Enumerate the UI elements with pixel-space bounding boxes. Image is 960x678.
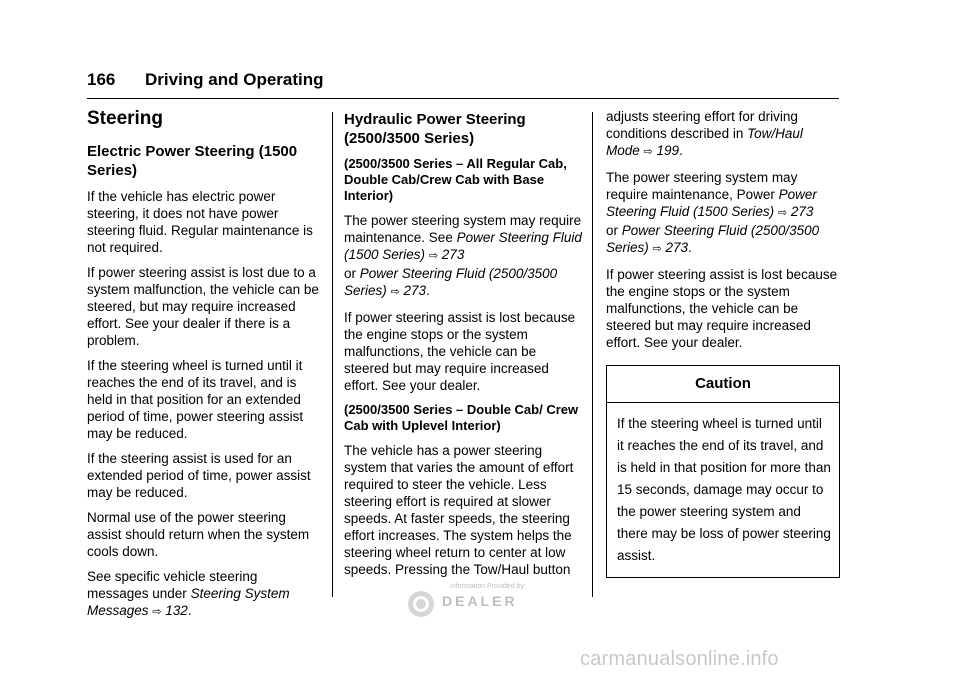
- column-1: [87, 108, 319, 629]
- watermark-brand: DEALER: [442, 593, 518, 609]
- text: .: [187, 603, 192, 618]
- section-heading: Hydraulic Power Steering (2500/3500 Series): [344, 111, 526, 147]
- cross-reference-link[interactable]: Steering System Messages: [87, 586, 290, 618]
- page-reference[interactable]: 132: [165, 603, 188, 618]
- page-reference-arrow-icon: ⇨: [428, 250, 439, 262]
- chapter-heading: Steering: [87, 108, 164, 129]
- paragraph: If the steering assist is used for an extended period of time, power assist may be reduced.: [87, 451, 311, 500]
- text: or: [344, 266, 360, 281]
- page-reference-arrow-icon: ⇨: [652, 243, 662, 255]
- column-2: [344, 108, 582, 586]
- footer-url: carmanualsonline.info: [580, 648, 779, 670]
- page-reference[interactable]: 273: [665, 240, 689, 255]
- dealer-logo-icon: [406, 589, 436, 619]
- watermark-caption: Information Provided by:: [450, 583, 526, 590]
- page-reference-arrow-icon: ⇨: [390, 286, 400, 298]
- column-divider: [592, 112, 593, 597]
- column-3: [606, 108, 840, 578]
- paragraph: If power steering assist is lost because the engine stops or the system malfunctions, the vehicle can be steered but may require increased effort. See your dealer.: [606, 267, 838, 350]
- paragraph: The vehicle has a power steering system that varies the amount of effort required to steer the vehicle. Less steering effort is required at slower speeds. At faster speeds, the steering effort increases. The system helps the steering wheel return to center at low speeds. Pressing the Tow/Haul button: [344, 443, 574, 577]
- page-reference-arrow-icon: ⇨: [152, 606, 162, 618]
- text: The power steering system may require maintenance. See: [344, 213, 582, 245]
- text: adjusts steering effort for driving conditions described in: [606, 109, 798, 141]
- cross-reference-link[interactable]: Power Steering Fluid (1500 Series): [344, 230, 582, 262]
- text: .: [688, 240, 692, 255]
- cross-reference-link[interactable]: Power Steering Fluid (1500 Series): [606, 187, 817, 219]
- paragraph: [87, 568, 319, 621]
- page-reference[interactable]: 273: [790, 204, 814, 219]
- page-number: 166: [87, 70, 116, 89]
- section-heading: Electric Power Steering (1500 Series): [87, 143, 298, 179]
- cross-reference-link[interactable]: Power Steering Fluid (2500/3500 Series): [606, 223, 820, 255]
- paragraph: If the vehicle has electric power steering, it does not have power steering fluid. Regular maintenance is not required.: [87, 189, 313, 255]
- text: .: [426, 283, 430, 298]
- caution-body: If the steering wheel is turned until it reaches the end of its travel, and is held in that position for more than 15 seconds, damage may occur to the power steering system and there may be loss of power steering assist.: [617, 416, 831, 563]
- cross-reference-link[interactable]: Tow/Haul Mode: [606, 126, 803, 158]
- text: or: [606, 223, 622, 238]
- column-divider: [332, 112, 333, 597]
- text: .: [679, 143, 683, 158]
- paragraph: Normal use of the power steering assist should return when the system cools down.: [87, 510, 310, 559]
- dealer-watermark: [406, 583, 546, 619]
- paragraph: If power steering assist is lost due to a system malfunction, the vehicle can be steered, but may require increased effort. See your dealer if there is a problem.: [87, 265, 319, 348]
- page-reference-arrow-icon: ⇨: [643, 146, 653, 158]
- caution-box: [606, 365, 840, 578]
- caution-title: Caution: [607, 366, 839, 403]
- subsection-heading: (2500/3500 Series – All Regular Cab, Double Cab/Crew Cab with Base Interior): [344, 156, 567, 203]
- paragraph: [606, 169, 840, 258]
- section-title: Driving and Operating: [145, 70, 324, 89]
- page-reference[interactable]: 273: [403, 283, 427, 298]
- page-reference[interactable]: 199: [656, 143, 680, 158]
- paragraph: If the steering wheel is turned until it reaches the end of its travel, and is held in that position for an extended period of time, power steering assist may be reduced.: [87, 358, 304, 441]
- cross-reference-link[interactable]: Power Steering Fluid (2500/3500 Series): [344, 266, 558, 298]
- page-reference-arrow-icon: ⇨: [777, 207, 788, 219]
- text: See specific vehicle steering messages under: [87, 569, 258, 601]
- page-reference[interactable]: 273: [441, 247, 465, 262]
- paragraph: [606, 108, 840, 161]
- page-header: [87, 70, 839, 99]
- paragraph: If power steering assist is lost because the engine stops or the system malfunctions, the vehicle can be steered but may require increased effort. See your dealer.: [344, 310, 576, 393]
- subsection-heading: (2500/3500 Series – Double Cab/ Crew Cab with Uplevel Interior): [344, 402, 579, 433]
- paragraph: [344, 212, 582, 301]
- text: The power steering system may require maintenance, Power: [606, 170, 798, 202]
